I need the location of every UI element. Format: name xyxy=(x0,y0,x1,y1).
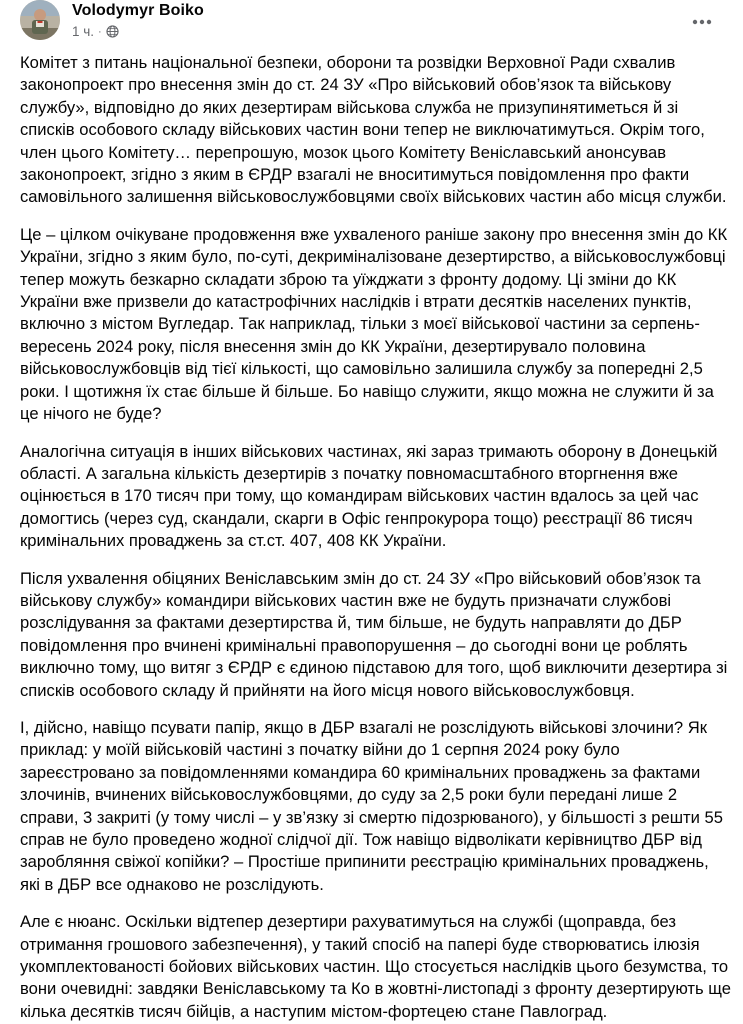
more-horizontal-icon xyxy=(692,19,712,25)
post-paragraph: Після ухвалення обіцяних Веніславським змін до ст. 24 ЗУ «Про військовий обов’язок та військову службу» командири військових частин вже не будуть призначати службові розслідування за фактами дезертирства й, тим більше, не будуть направляти до ДБР повідомлення про вчинені кримінальні правопорушення – до сьогодні вони це роблять виключно тому, що витяг з ЄРДР є єдиною підставою для того, щоб виключити дезертира зі списків особового складу й прийняти на його місця нового військовослужбовця. xyxy=(20,568,728,700)
globe-icon[interactable] xyxy=(106,25,119,38)
post-paragraph: І, дійсно, навіщо псувати папір, якщо в ДБР взагалі не розслідують військові злочини? Як приклад: у моїй військовій частині з початку війни до 1 серпня 2024 року було зареєстровано за повідомленнями командира 60 кримінальних проваджень за фактами злочинів, вчинених військовослужбовцями, до суду за 2,5 роки були передані лише 2 справи, 3 закриті (у тому числі – у зв’язку зі смертю підозрюваного), у більшості з решти 55 справ не було проведено жодної слідчої дії. Тож навіщо відволікати керівництво ДБР від заробляння свіжої копійки? – Простіше припинити реєстрацію кримінальних проваджень, які в ДБР все однаково не розслідують. xyxy=(20,717,723,894)
meta-separator: · xyxy=(98,25,102,38)
post-paragraph: Це – цілком очікуване продовження вже ухваленого раніше закону про внесення змін до КК України, згідно з яким було, по-суті, декриміналізоване дезертирство, а військовослужбовці тепер можуть безкарно складати зброю та уїжджати з фронту додому. Ці зміни до КК України вже призвели до катастрофічних наслідків і втрати десятків населених пунктів, включно з містом Вугледар. Так наприклад, тільки з моєї військової частини за серпень-вересень 2024 року, після внесення змін до КК України, дезертирувало половина військовослужбовців від тієї кількості, що самовільно залишила службу за попередні 2,5 роки. І щотижня їх стає більше й більше. Бо навіщо служити, якщо можна не служити й за це нічого не буде? xyxy=(20,224,728,424)
more-options-button[interactable] xyxy=(686,6,718,38)
post-header xyxy=(0,0,743,48)
author-name[interactable]: Volodymyr Boiko xyxy=(72,2,204,19)
post-text xyxy=(20,52,732,1024)
post-paragraph: Комітет з питань національної безпеки, оборони та розвідки Верховної Ради схвалив законопроект про внесення змін до ст. 24 ЗУ «Про військовий обов’язок та військову службу», відповідно до яких дезертирам військова служба не призупинятиметься й зі списків особового складу військових частин вони тепер не виключатимуться. Окрім того, член цього Комітету… перепрошую, мозок цього Комітету Веніславський анонсував законопроект, згідно з яким в ЄРДР взагалі не вноситимуться повідомлення про факти самовільного залишення військовослужбовцями своїх військових частин або місця служби. xyxy=(20,53,727,207)
avatar[interactable] xyxy=(20,0,60,40)
avatar-photo xyxy=(20,0,60,40)
post-paragraph: Але є нюанс. Оскільки відтепер дезертири рахуватимуться на службі (щоправда, без отримання грошового забезпечення), у такий спосіб на папері буде створюватись ілюзія укомплектованості бойових військових частин. Що стосується наслідків цього безумства, то вони очевидні: завдяки Веніславському та Ко в жовтні-листопаді з фронту дезертирують ще кілька десятків тисяч бійців, а наступим містом-фортецею стане Павлоград. xyxy=(20,912,731,1021)
post-meta xyxy=(72,24,119,39)
post-time[interactable]: 1 ч. xyxy=(72,24,95,39)
post-paragraph: Аналогічна ситуація в інших військових частинах, які зараз тримають оборону в Донецькій області. А загальна кількість дезертирів з початку повномасштабного вторгнення вже оцінюється в 170 тисяч при тому, що командирам військових частин вдалось за цей час домогтись (через суд, скандали, скарги в Офіс генпрокурора тощо) реєстрації 86 тисяч кримінальних проваджень за ст.ст. 407, 408 КК України. xyxy=(20,441,718,551)
